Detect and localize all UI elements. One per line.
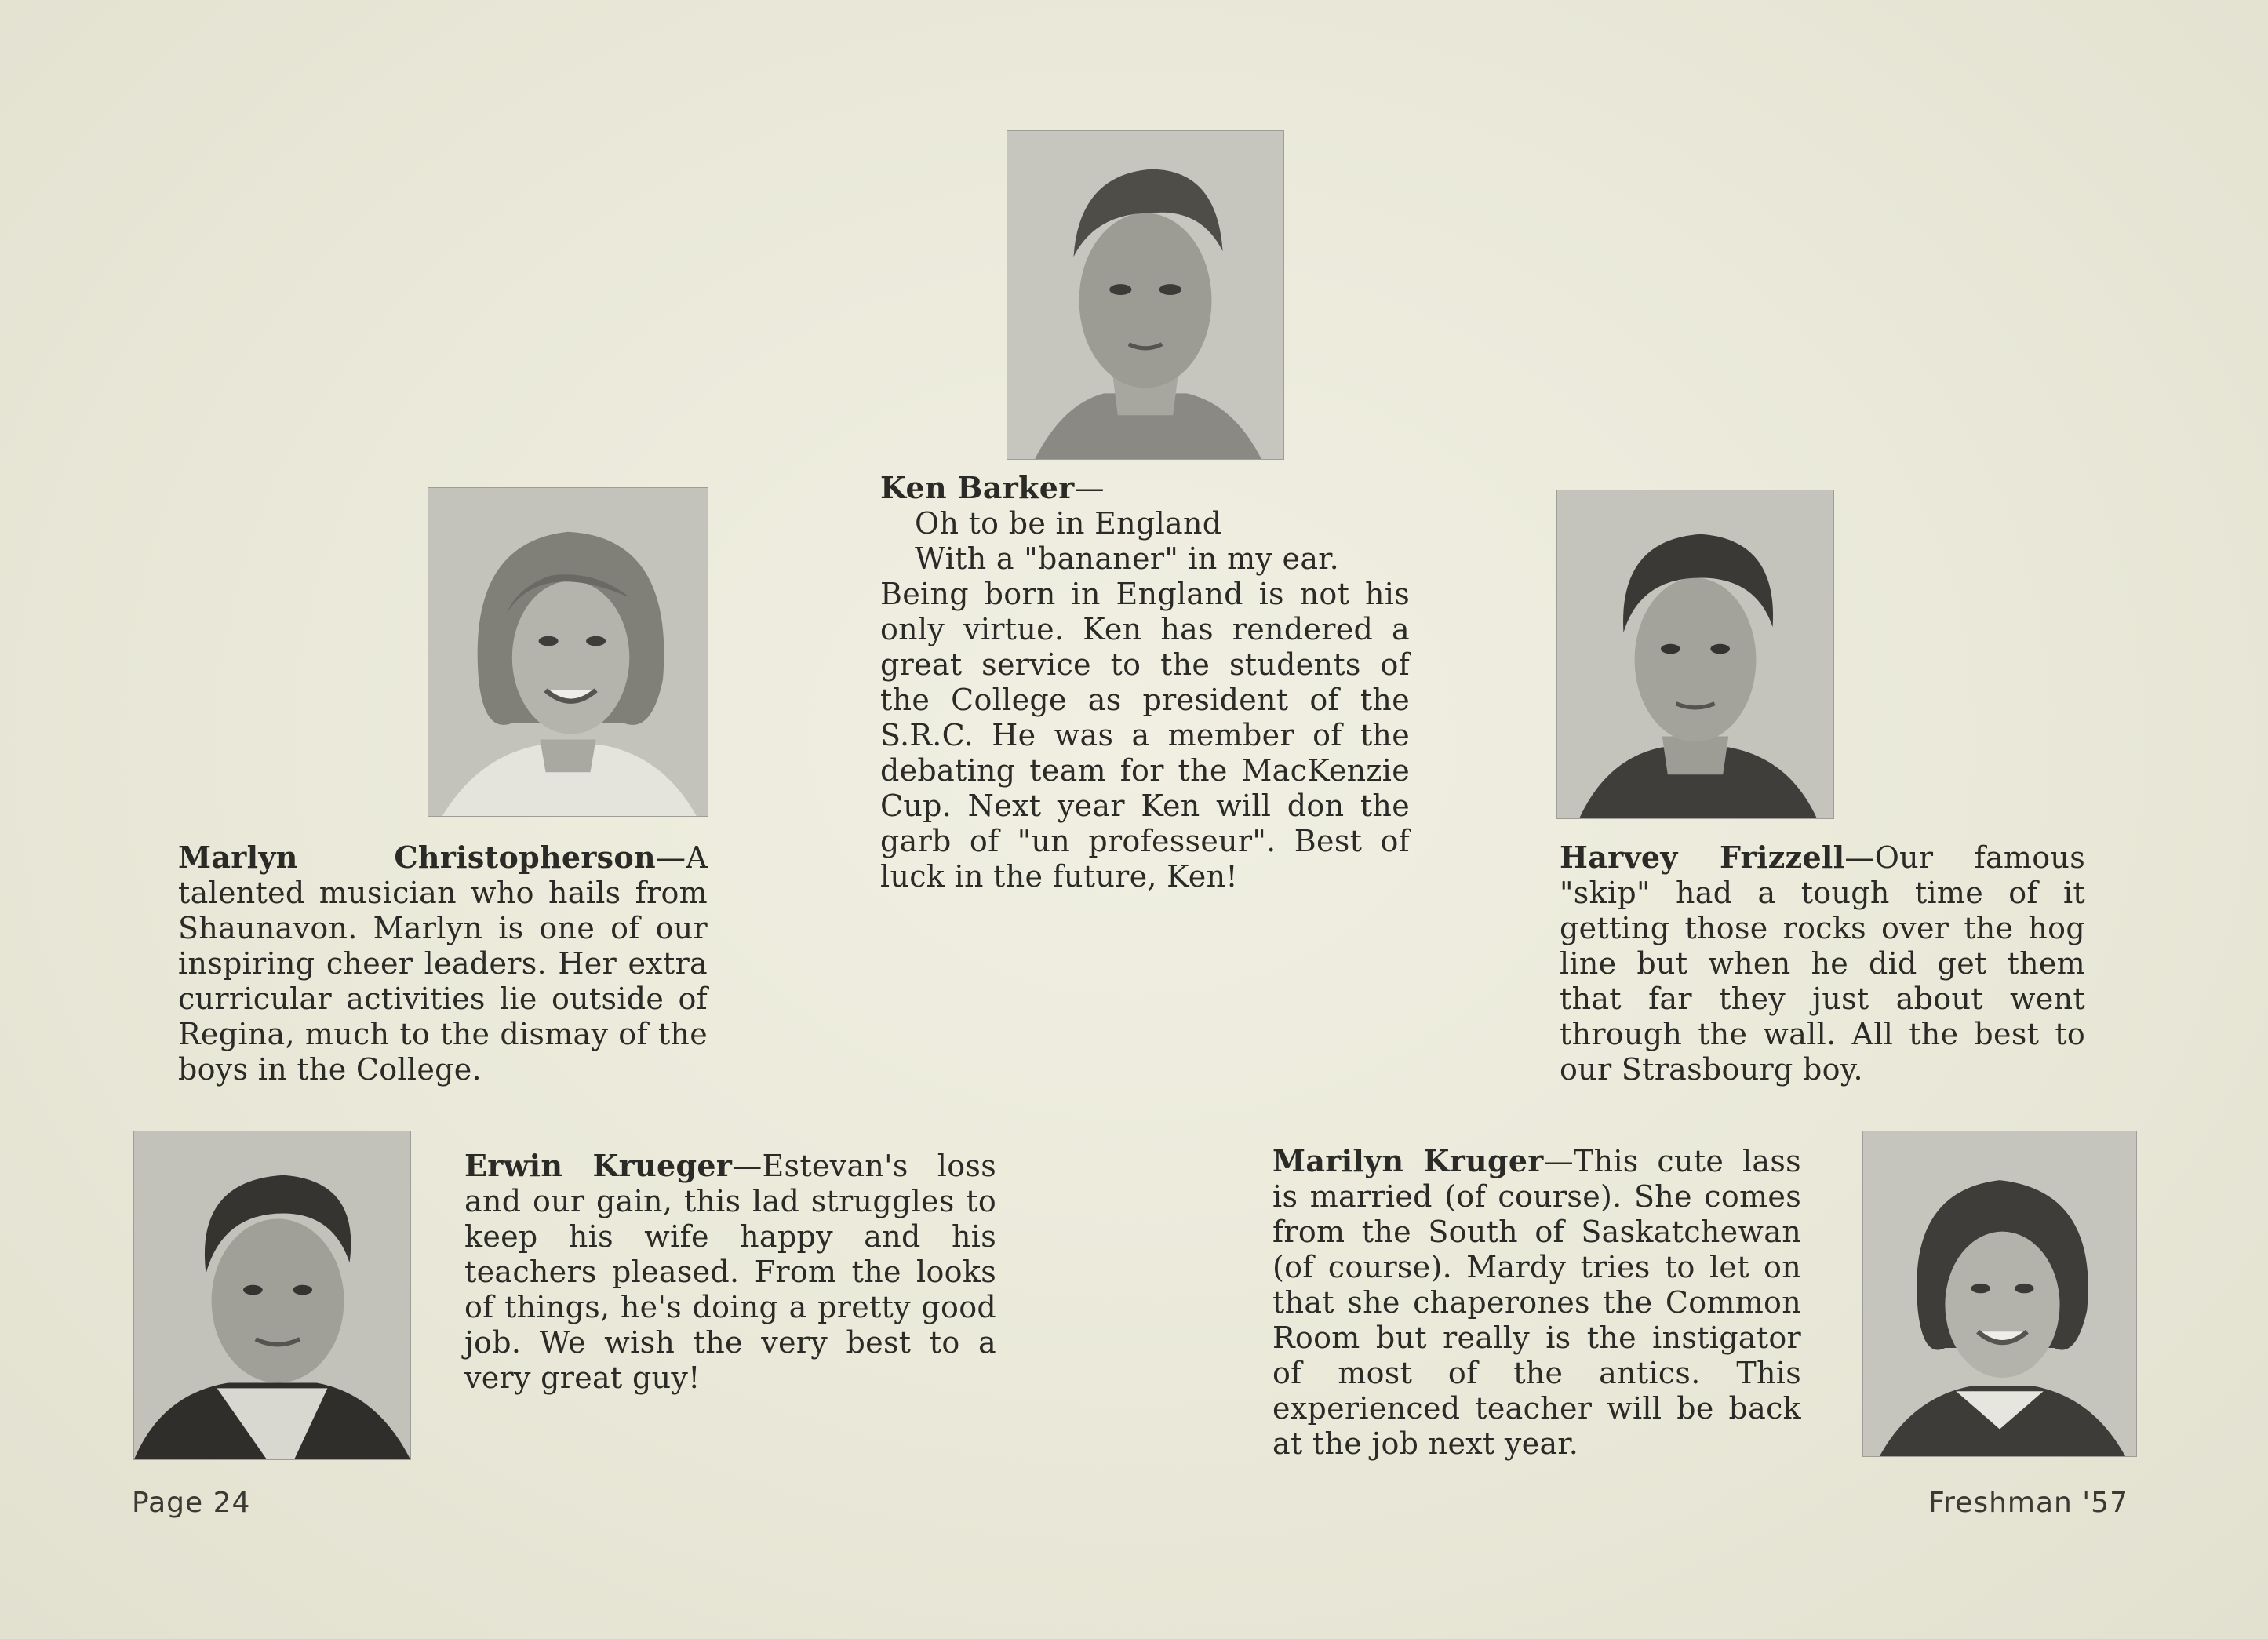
- page-number: Page 24: [132, 1487, 251, 1519]
- marilyn-kruger-name: Marilyn Kruger: [1272, 1143, 1544, 1178]
- marilyn-kruger-entry: [1272, 1143, 1801, 1462]
- ken-barker-dash: —: [1074, 471, 1105, 505]
- ken-barker-photo: [1007, 130, 1284, 460]
- ken-barker-entry: [880, 470, 1410, 894]
- harvey-frizzell-bio: —Our famous "skip" had a tough time of it getting those rocks over the hog line but when he did get them that far they just about went through the wall. All the best to our Strasbourg boy.: [1560, 840, 2085, 1087]
- harvey-frizzell-name: Harvey Frizzell: [1560, 840, 1845, 875]
- harvey-frizzell-entry: [1560, 840, 2085, 1087]
- ken-barker-poem-line-2: With a "bananer" in my ear.: [915, 541, 1339, 576]
- marilyn-kruger-photo: [1862, 1131, 2137, 1457]
- marlyn-christopherson-name: Marlyn Christopherson: [178, 840, 656, 875]
- ken-barker-poem-line-1: Oh to be in England: [915, 506, 1222, 541]
- erwin-krueger-name: Erwin Krueger: [464, 1148, 733, 1183]
- ken-barker-name: Ken Barker: [880, 470, 1075, 505]
- erwin-krueger-photo: [133, 1131, 411, 1460]
- marilyn-kruger-bio: —This cute lass is married (of course). She comes from the South of Saskatchewan (of course). Mardy tries to let on that she chaperones the Common Room but really is the instigator of most of the antics. This experienced teacher will be back at the job next year.: [1272, 1144, 1801, 1461]
- marlyn-christopherson-entry: [178, 840, 708, 1087]
- erwin-krueger-bio: —Estevan's loss and our gain, this lad struggles to keep his wife happy and his teachers pleased. From the looks of things, he's doing a pretty good job. We wish the very best to a very great guy!: [464, 1149, 997, 1395]
- marlyn-christopherson-photo: [428, 487, 708, 817]
- publication-label: Freshman '57: [1928, 1487, 2128, 1519]
- ken-barker-bio: Being born in England is not his only virtue. Ken has rendered a great service to the students of the College as president of the S.R.C. He was a member of the debating team for the MacKenzie Cup. Next year Ken will don the garb of "un professeur". Best of luck in the future, Ken!: [880, 577, 1410, 894]
- erwin-krueger-entry: [464, 1148, 996, 1396]
- harvey-frizzell-photo: [1556, 490, 1834, 819]
- marlyn-christopherson-bio: —A talented musician who hails from Shaunavon. Marlyn is one of our inspiring cheer leaders. Her extra curricular activities lie outside of Regina, much to the dismay of the boys in the College.: [178, 840, 708, 1087]
